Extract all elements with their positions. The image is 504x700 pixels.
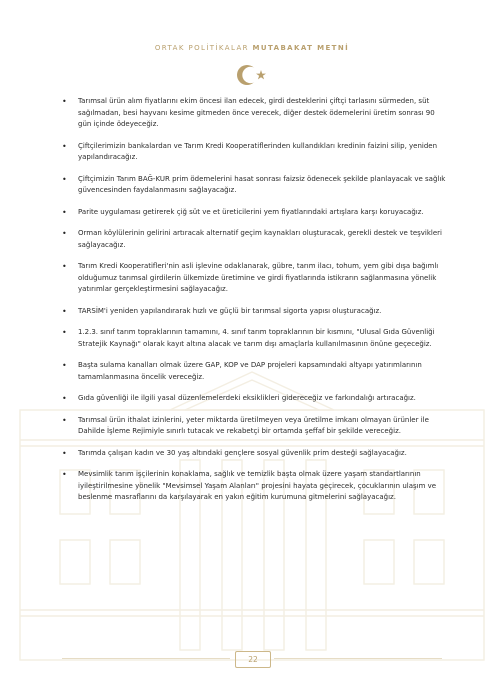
bullet-dot-icon: • — [62, 361, 67, 370]
footer-rule-left — [62, 658, 230, 659]
list-item-text: Tarımsal ürün ithalat izinlerini, yeter miktarda üretilmeyen veya üretilme imkanı olmayan ürünler ile Dahilde İşleme Rejimiyle sınırlı tutacak ve rekabetçi bir ortamda şeffaf bir şekilde vereceğiz. — [78, 415, 429, 435]
list-item — [62, 448, 446, 460]
bullet-dot-icon: • — [62, 207, 67, 217]
list-item — [62, 207, 446, 219]
list-item — [62, 327, 446, 350]
list-item-text: Çiftçimizin Tarım BAĞ-KUR prim ödemelerini hasat sonrası faizsiz ödenecek şekilde planlayacak ve sağlık güvencesinden faydalanmasını sağlayacağız. — [78, 174, 446, 194]
bullet-dot-icon: • — [62, 262, 67, 271]
bullet-dot-icon: • — [62, 97, 67, 106]
list-item — [62, 360, 446, 383]
list-item — [62, 415, 446, 438]
bullet-dot-icon: • — [62, 448, 67, 458]
list-item-text: Parite uygulaması getirerek çiğ süt ve et üreticilerini yem fiyatlarındaki artışlara karşı koruyacağız. — [78, 207, 424, 216]
list-item-text: Başta sulama kanalları olmak üzere GAP, KOP ve DAP projeleri kapsamındaki altyapı yatırımlarının tamamlanmasına öncelik vereceğiz. — [78, 361, 422, 381]
page-number: 22 — [235, 651, 271, 668]
header-title: MUTABAKAT METNİ — [252, 44, 350, 52]
list-item — [62, 306, 446, 318]
list-item — [62, 261, 446, 296]
list-item-text: TARSİM'i yeniden yapılandırarak hızlı ve güçlü bir tarımsal sigorta yapısı oluşturacağız. — [78, 306, 382, 315]
list-item-text: 1.2.3. sınıf tarım topraklarının tamamını, 4. sınıf tarım topraklarının bir kısmını, "Ulusal Gıda Güvenliği Stratejik Kaynağı" olarak kayıt altına alacak ve tarım dışı amaçlarla kullanılmasının önüne geçeceğiz. — [78, 328, 435, 348]
list-item-text: Çiftçilerimizin bankalardan ve Tarım Kredi Kooperatiflerinden kullandıkları kredinin faizini silip, yeniden yapılandıracağız. — [78, 141, 438, 161]
list-item — [62, 96, 446, 131]
header-prefix: ORTAK POLİTİKALAR — [154, 44, 249, 52]
running-header — [0, 44, 504, 52]
list-item — [62, 393, 446, 405]
list-item-text: Gıda güvenliği ile ilgili yasal düzenlemelerdeki eksiklikleri gidereceğiz ve farkındalığı artıracağız. — [78, 394, 416, 402]
bullet-dot-icon: • — [62, 394, 67, 403]
bullet-dot-icon: • — [62, 229, 67, 238]
list-item-text: Tarımda çalışan kadın ve 30 yaş altındaki gençlere sosyal güvenlik prim desteği sağlayacağız. — [78, 448, 407, 457]
footer-rule-right — [274, 658, 442, 659]
list-item — [62, 469, 446, 504]
list-item-text: Orman köylülerinin gelirini artıracak alternatif geçim kaynakları oluşturacak, gerekli destek ve teşvikleri sağlayacağız. — [78, 229, 442, 249]
list-item — [62, 174, 446, 197]
policy-list — [62, 96, 446, 504]
bullet-dot-icon: • — [62, 141, 67, 151]
list-item-text: Mevsimlik tarım işçilerinin konaklama, sağlık ve temizlik başta olmak üzere yaşam standartlarının iyileştirilmesine yönelik "Mevsimsel Yaşam Alanları" projesini hayata geçirecek, çocuklarının ulaşım ve beslenme masraflarını da karşılayarak en yakın eğitim kurumuna gitmelerini sağlayacağız. — [78, 470, 437, 501]
list-item-text: Tarım Kredi Kooperatifleri'nin asli işlevine odaklanarak, gübre, tarım ilacı, tohum, yem gibi dışa bağımlı olduğumuz tarımsal girdilerin ülkemizde üretimine ve girdi fiyatlarında istikrarın sağlanmasına yönelik yatırımlar gerçekleştirmesini sağlayacağız. — [78, 262, 439, 293]
list-item — [62, 228, 446, 251]
crescent-star-icon — [232, 62, 272, 88]
bullet-dot-icon: • — [62, 328, 67, 337]
bullet-dot-icon: • — [62, 470, 67, 479]
bullet-dot-icon: • — [62, 415, 67, 425]
bullet-dot-icon: • — [62, 306, 67, 316]
list-item — [62, 141, 446, 164]
list-item-text: Tarımsal ürün alım fiyatlarını ekim öncesi ilan edecek, girdi desteklerini çiftçi tarlasını sürmeden, süt sağılmadan, besi hayvanı kesime gitmeden önce verecek, diğer destek ödemelerini üretim sonrası 90 gün içinde ödeyeceğiz. — [78, 97, 435, 128]
bullet-dot-icon: • — [62, 174, 67, 184]
